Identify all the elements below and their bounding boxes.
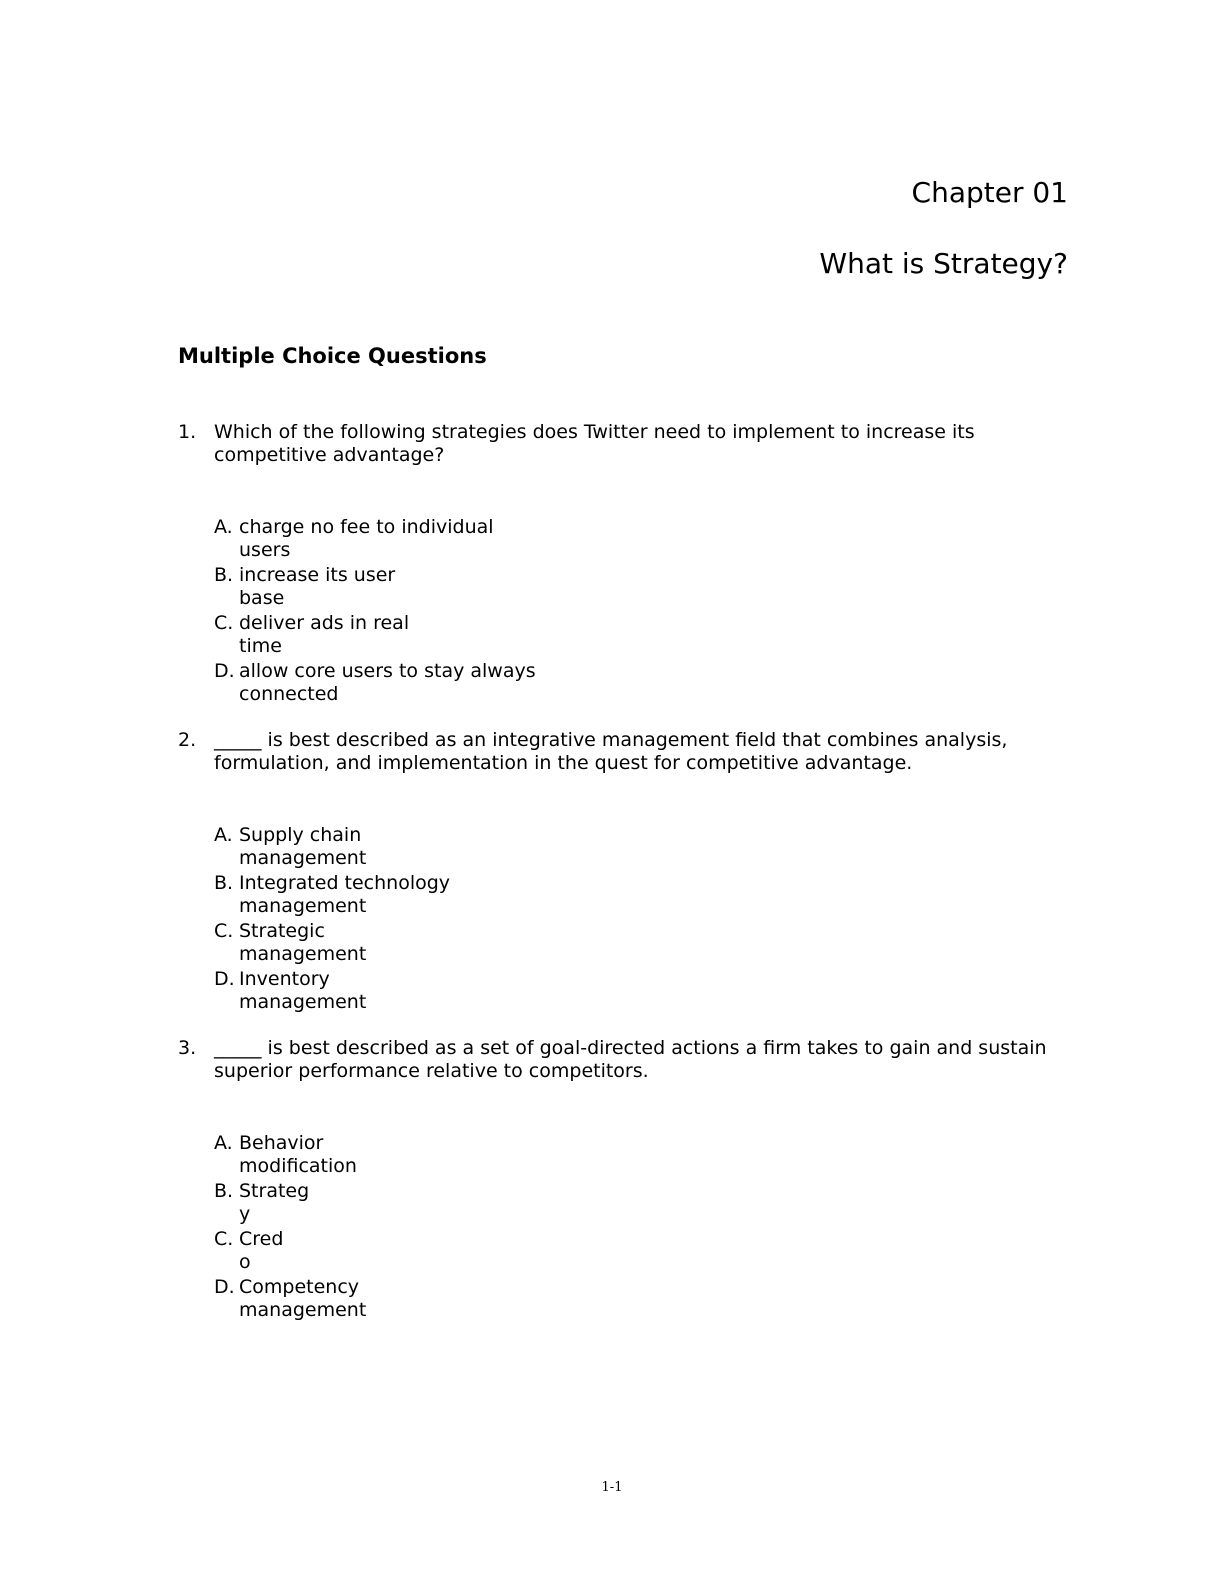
answer-options	[214, 516, 1058, 706]
option-letter: C.	[214, 612, 234, 634]
option-d	[214, 1276, 1058, 1322]
option-c	[214, 612, 1058, 658]
option-text-line-2: users	[239, 539, 291, 561]
option-d	[214, 660, 1058, 706]
option-b	[214, 1180, 1058, 1226]
option-text-line-2: modification	[239, 1155, 357, 1177]
option-letter: B.	[214, 564, 234, 586]
question-number: 1.	[178, 421, 197, 443]
option-letter: B.	[214, 1180, 234, 1202]
question-1	[178, 421, 1058, 708]
option-letter: B.	[214, 872, 234, 894]
option-text-line-1: Supply chain	[239, 824, 362, 846]
answer-options	[214, 1132, 1058, 1322]
option-text-line-1: charge no fee to individual	[239, 516, 494, 538]
question-3	[178, 1037, 1058, 1324]
page-number: 1-1	[601, 1480, 623, 1495]
option-text-line-2: management	[239, 847, 367, 869]
option-letter: A.	[214, 824, 233, 846]
option-text-line-2: base	[239, 587, 285, 609]
option-text-line-2: y	[239, 1203, 251, 1225]
option-text-line-2: o	[239, 1251, 251, 1273]
chapter-title: What is Strategy?	[819, 247, 1068, 280]
question-number: 2.	[178, 729, 197, 751]
answer-options	[214, 824, 1058, 1014]
option-b	[214, 872, 1058, 918]
option-letter: C.	[214, 1228, 234, 1250]
option-letter: C.	[214, 920, 234, 942]
option-d	[214, 968, 1058, 1014]
option-a	[214, 516, 1058, 562]
option-text-line-1: allow core users to stay always	[239, 660, 536, 682]
option-letter: D.	[214, 1276, 235, 1298]
option-text-line-2: connected	[239, 683, 339, 705]
option-text-line-1: Inventory	[239, 968, 330, 990]
option-c	[214, 920, 1058, 966]
option-text-line-2: time	[239, 635, 282, 657]
option-text-line-1: Cred	[239, 1228, 284, 1250]
option-text-line-2: management	[239, 1299, 367, 1321]
question-2	[178, 729, 1058, 1016]
question-number: 3.	[178, 1037, 197, 1059]
option-text-line-2: management	[239, 895, 367, 917]
option-a	[214, 1132, 1058, 1178]
option-a	[214, 824, 1058, 870]
section-heading: Multiple Choice Questions	[178, 344, 487, 368]
option-text-line-2: management	[239, 943, 367, 965]
option-b	[214, 564, 1058, 610]
option-letter: A.	[214, 1132, 233, 1154]
question-text: _____ is best described as a set of goal-directed actions a firm takes to gain and sustain superior performance relative to competitors.	[214, 1037, 1047, 1082]
option-letter: D.	[214, 968, 235, 990]
option-text-line-1: deliver ads in real	[239, 612, 410, 634]
question-text: _____ is best described as an integrative management field that combines analysis, formulation, and implementation in the quest for competitive advantage.	[214, 729, 1008, 774]
option-text-line-1: Strategic	[239, 920, 325, 942]
option-text-line-2: management	[239, 991, 367, 1013]
option-letter: D.	[214, 660, 235, 682]
option-text-line-1: increase its user	[239, 564, 396, 586]
option-text-line-1: Integrated technology	[239, 872, 451, 894]
question-text: Which of the following strategies does Twitter need to implement to increase its competitive advantage?	[214, 421, 975, 466]
chapter-number: Chapter 01	[911, 176, 1068, 209]
option-text-line-1: Strateg	[239, 1180, 310, 1202]
option-c	[214, 1228, 1058, 1274]
option-text-line-1: Behavior	[239, 1132, 324, 1154]
option-letter: A.	[214, 516, 233, 538]
option-text-line-1: Competency	[239, 1276, 360, 1298]
